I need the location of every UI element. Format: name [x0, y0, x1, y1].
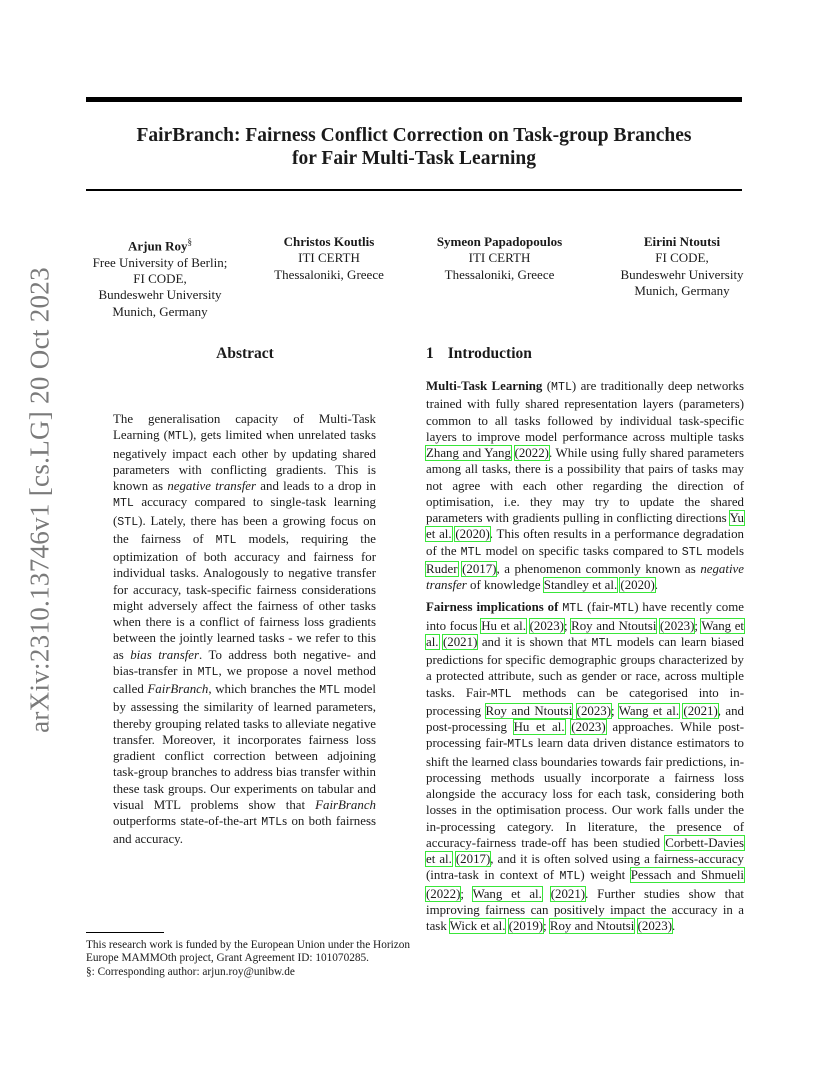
code-term: MTL [562, 602, 584, 616]
author-block [590, 234, 774, 299]
text-run: of knowledge [466, 578, 544, 592]
paper-title [86, 124, 742, 170]
text-run: . To address both negative- and bias-transfer in [113, 647, 376, 678]
citation-link[interactable]: (2017) [462, 561, 497, 576]
author-affiliation: Free University of Berlin; [92, 254, 228, 270]
text-run: ). Lately, there has been a growing focus on the fairness of [113, 513, 376, 546]
code-term: MTL [591, 636, 613, 650]
text-run: outperforms state-of-the-art [113, 814, 262, 828]
funding-footnote: This research work is funded by the European Union under the Horizon Europe MAMMOth project, Grant Agreement ID: 101070285. [86, 939, 411, 965]
citation-link[interactable]: (2020) [455, 527, 490, 542]
citation-link[interactable]: Hu et al. [481, 618, 526, 633]
section-number: 1 [426, 345, 434, 362]
code-term: MTL [319, 684, 341, 697]
citation-link[interactable]: (2021) [550, 886, 586, 901]
text-run: . This often results in a performance degradation of the [426, 527, 744, 558]
text-run: , and post-processing [426, 703, 744, 734]
author-affiliation: Munich, Germany [634, 282, 730, 298]
citation-link[interactable]: (2022) [514, 446, 549, 460]
author-affiliation: FI CODE, [655, 250, 709, 266]
arxiv-identifier: arXiv:2310.13746v1 [cs.LG] 20 Oct 2023 [24, 267, 55, 733]
text-run [572, 704, 576, 718]
author-name: Christos Koutlis [283, 234, 375, 249]
code-term: MTL [559, 870, 581, 884]
citation-link[interactable]: (2021) [443, 634, 478, 649]
text-run: ; [611, 703, 619, 718]
title-rule-top [86, 97, 742, 102]
author-mark: § [187, 237, 193, 247]
text-run: models can learn biased predictions for specific demographic groups characterized by a protected attribute, such as gender or race, across multiple tasks. Fair- [426, 634, 745, 700]
citation-link[interactable]: Wang et al. [426, 618, 744, 649]
citation-link[interactable]: Pessach and Shmueli [630, 868, 744, 883]
citation-link[interactable]: (2019) [508, 919, 544, 933]
author-affiliation: ITI CERTH [468, 250, 531, 266]
author-affiliation: Thessaloniki, Greece [274, 266, 384, 282]
section-title: Introduction [447, 345, 532, 362]
citation-link[interactable]: Roy and Ntoutsi [571, 618, 657, 633]
author-affiliation: FI CODE, [133, 270, 187, 286]
citation-link[interactable]: Zhang and Yang [426, 446, 511, 460]
text-run: , a phenomenon commonly known as [496, 561, 701, 576]
abstract-heading: Abstract [216, 345, 274, 362]
abstract-paragraph [113, 411, 376, 848]
author-affiliation: Thessaloniki, Greece [444, 266, 555, 282]
citation-link[interactable]: (2023) [637, 919, 672, 933]
code-term: MTL [490, 687, 512, 701]
text-run: ; [694, 618, 702, 633]
citation-link[interactable]: Ruder [426, 561, 458, 576]
author-name: Arjun Roy§ [127, 237, 193, 254]
text-run: , and it is often solved using a fairness-accuracy (intra-task in context of [426, 852, 744, 883]
intro-paragraph [426, 378, 744, 593]
author-name: Eirini Ntoutsi [643, 234, 721, 249]
author-affiliation: Bundeswehr University [98, 287, 222, 303]
code-term: MTL [197, 665, 219, 679]
text-run: ; [543, 919, 550, 933]
citation-link[interactable]: Roy and Ntoutsi [485, 703, 573, 718]
text-run: , which branches the [208, 682, 320, 696]
text-run: accuracy compared to single-task learning ( [113, 495, 376, 528]
text-run: . [654, 578, 659, 592]
text-run: ) are traditionally deep networks trained with fully shared representation layers (parameters) common to all tasks followed by individual task-specific layers to improve model performance across multiple tasks [426, 379, 745, 444]
citation-link[interactable]: Hu et al. [513, 720, 565, 734]
footnote-rule [86, 932, 164, 933]
citation-link[interactable]: (2020) [620, 578, 655, 592]
citation-link[interactable]: (2023) [529, 618, 564, 633]
text-run: ( [542, 379, 552, 393]
text-run: . [672, 919, 676, 933]
code-term: MTL [551, 381, 572, 394]
text-run: model on specific tasks compared to [481, 543, 682, 558]
author-affiliation: ITI CERTH [298, 250, 360, 266]
bold-term: Multi-Task Learning [426, 379, 543, 393]
citation-link[interactable]: (2023) [576, 703, 612, 718]
citation-link[interactable]: Wang et al. [618, 703, 680, 718]
citation-link[interactable]: Standley et al. [543, 578, 618, 592]
text-run: , we propose a novel method called [113, 663, 376, 696]
author-affiliation: Bundeswehr University [620, 266, 744, 282]
code-term: MTL [113, 497, 134, 511]
author-name: Symeon Papadopoulos [436, 234, 563, 249]
footnotes [86, 939, 416, 979]
text-run: ; [460, 886, 473, 901]
text-run: (fair- [583, 600, 614, 615]
text-run: models [702, 543, 744, 558]
code-term: STL [681, 545, 703, 559]
code-term: MTL [215, 533, 237, 547]
introduction-text [426, 378, 744, 934]
code-term: MTL [261, 816, 283, 829]
text-run: The generalisation capacity of Multi-Task Learning ( [113, 412, 376, 443]
emphasis: FairBranch [147, 682, 209, 696]
author-block [412, 234, 587, 283]
citation-link[interactable]: Roy and Ntoutsi [549, 919, 635, 933]
text-run [542, 887, 551, 901]
citation-link[interactable]: Corbett-Davies et al. [426, 835, 744, 866]
text-run: . While using fully shared parameters among all tasks, there is a possibility that pairs of tasks may not agree with each other regarding the direction of optimisation, i.e. they may try to update the shared parameters with gradients pulling in conflicting directions [426, 446, 744, 525]
text-run: ) weight [580, 868, 631, 883]
text-run: approaches. While post-processing fair- [426, 720, 744, 751]
emphasis: negative transfer [167, 479, 257, 493]
text-run: and leads to a drop in [256, 479, 376, 493]
author-block [250, 234, 408, 283]
corresponding-author-footnote: §: Corresponding author: arjun.roy@unibw.de [86, 965, 295, 978]
text-run: . Further studies show that improving fairness can positively impact the accuracy in a task [426, 886, 745, 933]
introduction-heading [426, 345, 532, 363]
citation-link[interactable]: (2023) [660, 618, 695, 633]
intro-paragraph [426, 599, 744, 934]
emphasis: bias transfer [130, 647, 200, 662]
title-line-1: FairBranch: Fairness Conflict Correction on Task-group Branches [136, 125, 692, 146]
citation-link[interactable]: (2023) [571, 720, 606, 734]
citation-link[interactable]: (2021) [683, 703, 718, 718]
author-block [70, 234, 250, 320]
citation-link[interactable]: Yu et al. [426, 511, 744, 542]
citation-link[interactable]: (2017) [455, 852, 491, 866]
author-affiliation: Munich, Germany [112, 303, 208, 319]
code-term: MTL [613, 602, 635, 616]
emphasis: FairBranch [315, 797, 376, 812]
text-run: and it is shown that [477, 634, 592, 649]
code-term: MTL [167, 430, 189, 444]
citation-link[interactable]: Wang et al. [472, 886, 542, 901]
text-run: ; [563, 618, 572, 633]
code-term: MTL [507, 738, 529, 752]
title-rule-bottom [86, 189, 742, 191]
abstract-text [113, 411, 376, 848]
bold-term: Fairness implications of [426, 600, 563, 615]
citation-link[interactable]: Wick et al. [449, 919, 506, 933]
text-run: model by assessing the similarity of learned parameters, thereby grouping related tasks to alleviate negative transfer. Moreover, it incorporates fairness loss gradient conflict correction between adjoining task-group branches to address bias transfer within these task groups. Our experiments on tabular and visual MTL problems show that [113, 682, 376, 812]
text-run: methods can be categorised into in-processing [426, 685, 744, 718]
code-term: MTL [460, 545, 482, 559]
text-run: s on both fairness and accuracy. [113, 814, 376, 847]
text-run: ) have recently come into focus [426, 600, 744, 633]
text-run: models, requiring the optimization of both accuracy and fairness for individual tasks. Analogously to negative transfer for accuracy, task-specific fairness considerations might adversely affect the fairness of other tasks when there is a conflict of fairness loss gradients between the jointly learned tasks - we refer to this as [113, 531, 376, 662]
emphasis: negative transfer [426, 561, 744, 592]
code-term: STL [117, 515, 139, 529]
citation-link[interactable]: (2022) [426, 886, 461, 901]
title-line-2: for Fair Multi-Task Learning [292, 148, 536, 169]
text-run: ), gets limited when unrelated tasks negatively impact each other by updating shared parameters with conflicting gradients. This is known as [113, 428, 376, 493]
text-run: s learn data driven distance estimators to shift the learned class boundaries towards fair predictions, in-processing methods usually incorporate a fairness loss alongside the accuracy loss for each task, considering both losses in the optimisation process. Our work falls under the in-processing category. In literature, the presence of accuracy-fairness trade-off has been studied [426, 736, 745, 850]
